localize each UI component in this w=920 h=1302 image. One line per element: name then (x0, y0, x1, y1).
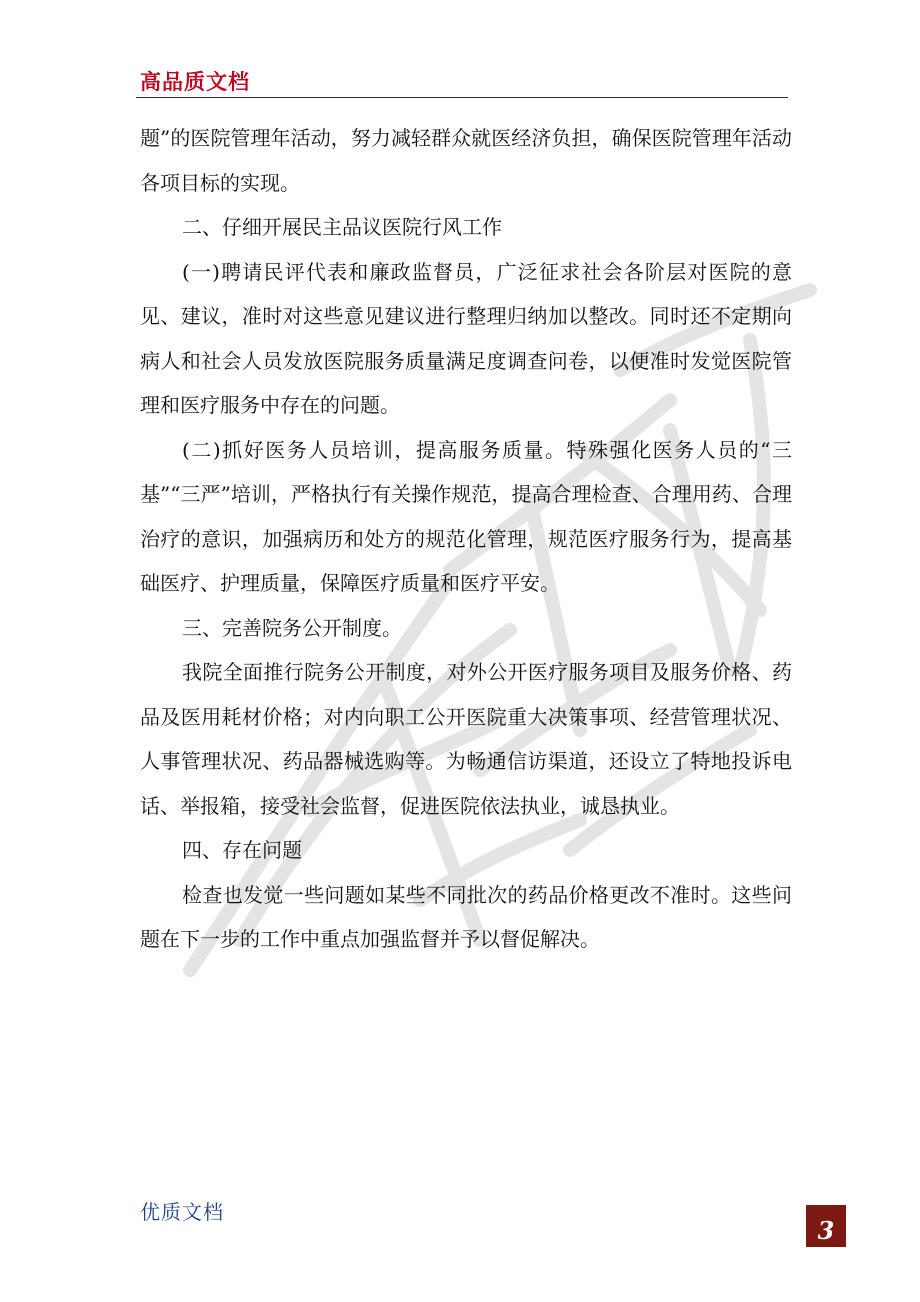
paragraph: (一)聘请民评代表和廉政监督员，广泛征求社会各阶层对医院的意见、建议，准时对这些意见建议进行整理归纳加以整改。同时还不定期向病人和社会人员发放医院服务质量满足度调查问卷，以便准时发觉医院管理和医疗服务中存在的问题。 (140, 259, 792, 417)
paragraph: 检查也发觉一些问题如某些不同批次的药品价格更改不准时。这些问题在下一步的工作中重点加强监督并予以督促解决。 (140, 882, 792, 951)
section-heading: 三、完善院务公开制度。 (182, 615, 402, 640)
document-body (140, 116, 792, 962)
footer-label: 优质文档 (140, 1200, 224, 1224)
paragraph: 我院全面推行院务公开制度，对外公开医疗服务项目及服务价格、药品及医用耗材价格；对内向职工公开医院重大决策事项、经营管理状况、人事管理状况、药品器械选购等。为畅通信访渠道，还设立了特地投诉电话、举报箱，接受社会监督，促进医院依法执业，诚恳执业。 (140, 660, 792, 818)
paragraph: 题”的医院管理年活动，努力减轻群众就医经济负担，确保医院管理年活动各项目标的实现。 (140, 126, 792, 195)
section-heading: 二、仔细开展民主品议医院行风工作 (182, 215, 502, 239)
paragraph: (二)抓好医务人员培训，提高服务质量。特殊强化医务人员的“三基”“三严”培训，严格执行有关操作规范，提高合理检查、合理用药、合理治疗的意识，加强病历和处方的规范化管理，规范医疗服务行为，提高基础医疗、护理质量，保障医疗质量和医疗平安。 (140, 437, 792, 595)
header-title: 高品质文档 (140, 70, 250, 94)
header-divider (136, 97, 788, 98)
page-number-badge: 3 (806, 1205, 846, 1247)
section-heading: 四、存在问题 (182, 838, 302, 862)
